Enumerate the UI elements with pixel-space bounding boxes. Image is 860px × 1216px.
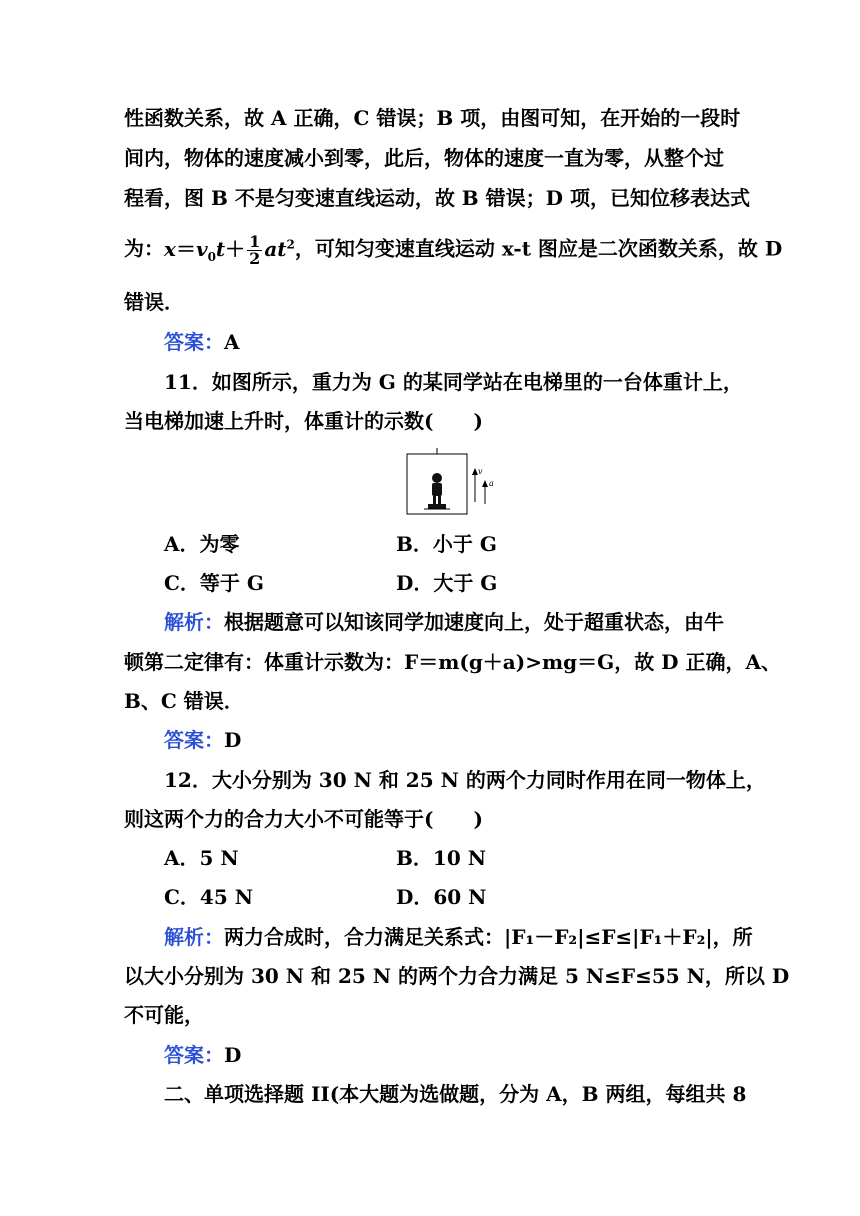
q10-line4-suffix: ，可知匀变速直线运动 x-t 图应是二次函数关系，故 D: [294, 236, 783, 261]
q12-analysis-text-1: 两力合成时，合力满足关系式：|F₁－F₂|≤F≤|F₁＋F₂|，所: [224, 925, 753, 949]
q12-options-row-1: [164, 843, 744, 873]
q11-option-d: D．大于 G: [396, 571, 498, 595]
answer-value: D: [224, 1043, 242, 1067]
q11-analysis-line-3: B、C 错误．: [124, 689, 244, 713]
q12-option-c: C．45 N: [164, 885, 253, 909]
q11-answer: [164, 725, 744, 755]
q12-stem-line-2: 则这两个力的合力大小不可能等于( ): [124, 807, 483, 831]
q11-analysis-line-1: [164, 607, 744, 637]
q10-answer: [164, 327, 744, 357]
elevator-figure: [405, 448, 501, 516]
q10-text-line-2: 间内，物体的速度减小到零，此后，物体的速度一直为零，从整个过: [124, 146, 724, 170]
q11-stem-line-2: 当电梯加速上升时，体重计的示数( ): [124, 409, 483, 433]
q10-text-line-4: [124, 229, 783, 272]
q12-answer: [164, 1040, 744, 1070]
q11-option-b: B．小于 G: [396, 532, 497, 556]
q11-option-a: A．为零: [164, 532, 240, 556]
student-figure: [432, 473, 442, 504]
acceleration-label: a: [489, 479, 494, 488]
section-2-heading: [164, 1079, 747, 1109]
q11-options-row-2: [164, 568, 744, 598]
velocity-label: v: [478, 467, 483, 476]
acceleration-arrow: [482, 480, 488, 504]
answer-label: 答案：: [164, 1043, 224, 1067]
q11-stem-line-1: 11．如图所示，重力为 G 的某同学站在电梯里的一台体重计上，: [164, 370, 743, 394]
q11-analysis-line-2: 顿第二定律有：体重计示数为：F＝m(g＋a)>mg＝G，故 D 正确，A、: [124, 650, 782, 674]
answer-value: A: [224, 330, 240, 354]
q10-text-line-3: 程看，图 B 不是匀变速直线运动，故 B 错误；D 项，已知位移表达式: [124, 186, 750, 210]
analysis-label: 解析：: [164, 925, 224, 949]
q11-options-row-1: [164, 529, 744, 559]
section-2-description: (本大题为选做题，分为 A，B 两组，每组共 8: [329, 1082, 747, 1106]
q12-option-b: B．10 N: [396, 846, 486, 870]
q12-option-d: D．60 N: [396, 885, 487, 909]
q12-options-row-2: [164, 882, 744, 912]
q12-analysis-line-1: [164, 922, 753, 952]
displacement-formula: $x=v_0t+$ $\frac{1}{2}$ $at^2$: [164, 231, 295, 268]
analysis-label: 解析：: [164, 610, 224, 634]
answer-label: 答案：: [164, 330, 224, 354]
answer-value: D: [224, 728, 242, 752]
q10-line4-prefix: 为：: [124, 236, 164, 261]
q12-analysis-line-2: 以大小分别为 30 N 和 25 N 的两个力合力满足 5 N≤F≤55 N，所以 D: [124, 964, 790, 988]
q10-text-line-1: 性函数关系，故 A 正确，C 错误；B 项，由图可知，在开始的一段时: [124, 106, 741, 130]
q11-analysis-text-1: 根据题意可以知该同学加速度向上，处于超重状态，由牛: [224, 610, 724, 634]
body-scale: [428, 504, 446, 509]
section-2-title: 二、单项选择题 II: [164, 1082, 330, 1106]
q11-option-c: C．等于 G: [164, 571, 264, 595]
q10-text-line-5: 错误．: [124, 290, 184, 314]
q12-analysis-line-3: 不可能，: [124, 1003, 204, 1027]
answer-label: 答案：: [164, 728, 224, 752]
q12-stem-line-1: 12．大小分别为 30 N 和 25 N 的两个力同时作用在同一物体上，: [164, 768, 766, 792]
half-fraction: $\frac{1}{2}$: [249, 231, 261, 268]
q12-option-a: A．5 N: [164, 846, 239, 870]
